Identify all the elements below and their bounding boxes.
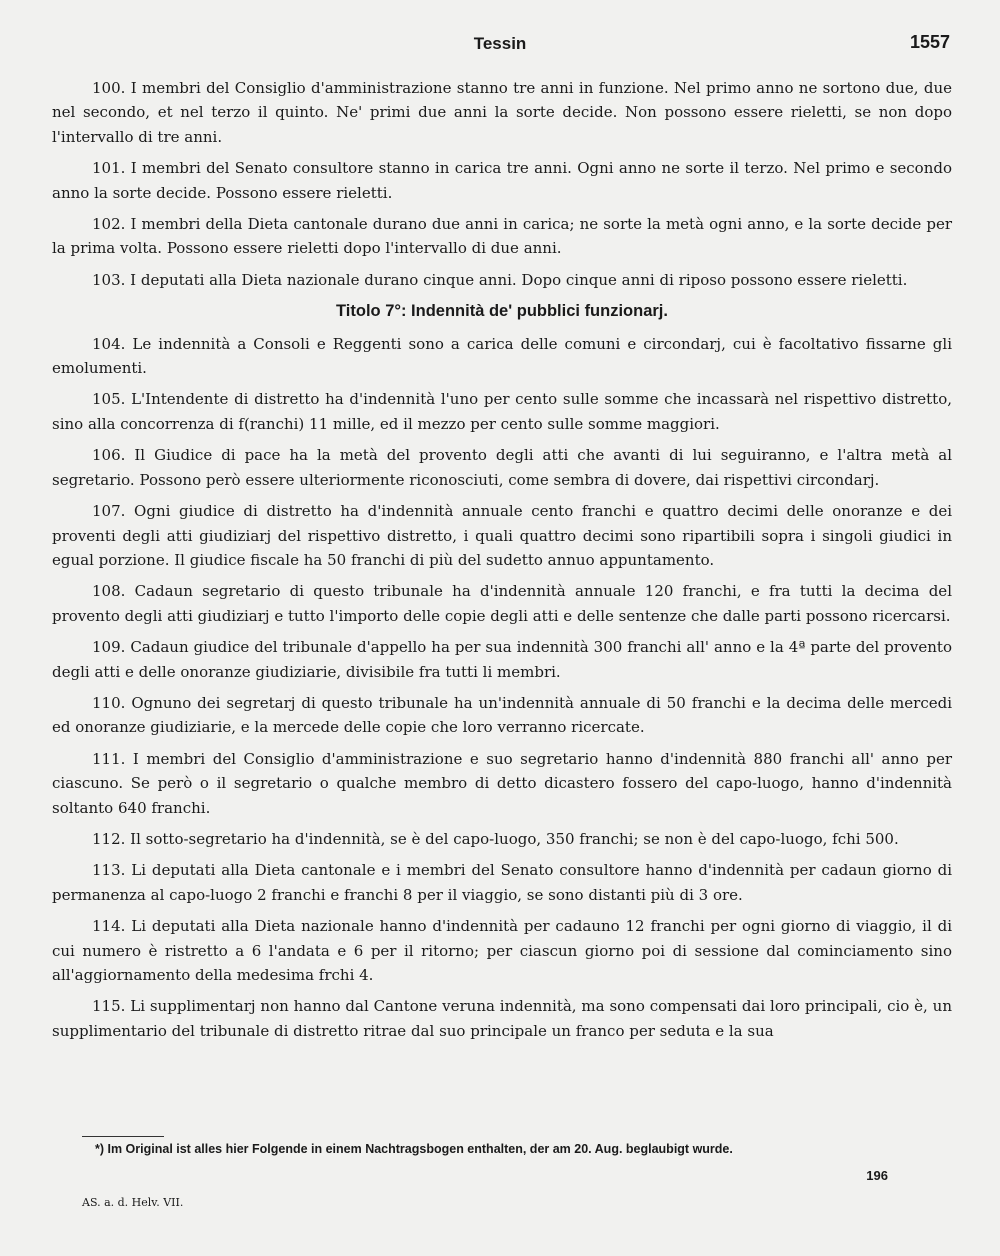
paragraph-112: 112. Il sotto-segretario ha d'indennità, se è del capo-luogo, 350 franchi; se non è del capo-luogo, fchi 500. [92, 829, 899, 848]
footnote-rule [82, 1136, 164, 1137]
body-text [52, 76, 952, 1050]
paragraph-115: 115. Li supplimentarj non hanno dal Cantone veruna indennità, ma sono compensati dai loro principali, cio è, un supplimentario del tribunale di distretto ritrae dal suo principale un franco per seduta e la sua [52, 997, 952, 1040]
page-number: 1557 [909, 32, 950, 52]
running-header-title: Tessin [473, 34, 527, 53]
paragraph-105: 105. L'Intendente di distretto ha d'indennità l'uno per cento sulle somme che incassarà nel rispettivo distretto, sino alla concorrenza di f(ranchi) 11 mille, ed il mezzo per cento sulle somme maggiori. [52, 390, 952, 433]
paragraph-107: 107. Ogni giudice di distretto ha d'indennità annuale cento franchi e quattro decimi delle onoranze e dei proventi degli atti giudiziarj del rispettivo distretto, i quali quattro decimi sono ripartibili sopra i singoli giudici in egual porzione. Il giudice fiscale ha 50 franchi di più del sudetto annuo appuntamento. [52, 502, 952, 569]
paragraph-114: 114. Li deputati alla Dieta nazionale hanno d'indennità per cadauno 12 franchi per ogni giorno di viaggio, il di cui numero è ristretto a 6 l'andata e 6 per il ritorno; per ciascun giorno poi di sessione dal cominciamento sino all'aggiornamento della medesima frchi 4. [52, 917, 952, 984]
signature-number: 196 [866, 1168, 888, 1183]
paragraph-110: 110. Ognuno dei segretarj di questo tribunale ha un'indennità annuale di 50 franchi e la decima delle mercedi ed onoranze giudiziarie, e la mercede delle copie che loro verranno ricercate. [52, 693, 952, 737]
paragraph-113: 113. Li deputati alla Dieta cantonale e i membri del Senato consultore hanno d'indennità per cadaun giorno di permanenza al capo-luogo 2 franchi e franchi 8 per il viaggio, se sono distanti più di 3 ore. [52, 861, 952, 904]
paragraph-103: 103. I deputati alla Dieta nazionale durano cinque anni. Dopo cinque anni di riposo possono essere rieletti. [92, 270, 908, 289]
paragraph-109: 109. Cadaun giudice del tribunale d'appello ha per sua indennità 300 franchi all' anno e la 4ª parte del provento degli atti e delle onoranze giudiziarie, divisibile fra tutti li membri. [52, 638, 952, 681]
footer-source: AS. a. d. Helv. VII. [82, 1196, 184, 1209]
section-title: Titolo 7°: Indennità de' pubblici funzionarj. [336, 302, 668, 321]
paragraph-102: 102. I membri della Dieta cantonale durano due anni in carica; ne sorte la metà ogni anno, e la sorte decide per la prima volta. Possono essere rieletti dopo l'intervallo di due anni. [52, 215, 952, 258]
paragraph-100: 100. I membri del Consiglio d'amministrazione stanno tre anni in funzione. Nel primo anno ne sortono due, due nel secondo, et nel terzo il quinto. Ne' primi due anni la sorte decide. Non possono essere rieletti, se non dopo l'intervallo di tre anni. [52, 79, 952, 146]
paragraph-111: 111. I membri del Consiglio d'amministrazione e suo segretario hanno d'indennità 880 franchi all' anno per ciascuno. Se però o il segretario o qualche membro di detto dicastero fossero del capo-luogo, hanno d'indennità soltanto 640 franchi. [52, 749, 952, 817]
paragraph-104: 104. Le indennità a Consoli e Reggenti sono a carica delle comuni e circondarj, cui è facoltativo fissarne gli emolumenti. [52, 334, 952, 378]
paragraph-106: 106. Il Giudice di pace ha la metà del provento degli atti che avanti di lui seguiranno, e l'altra metà al segretario. Possono però essere ulteriormente riconosciuti, come sembra di dovere, dai rispettivi circondarj. [52, 446, 952, 489]
footnote: *) Im Original ist alles hier Folgende in einem Nachtragsbogen enthalten, der am 20. Aug. beglaubigt wurde. [95, 1142, 733, 1156]
paragraph-101: 101. I membri del Senato consultore stanno in carica tre anni. Ogni anno ne sorte il terzo. Nel primo e secondo anno la sorte decide. Possono essere rieletti. [52, 159, 952, 202]
paragraph-108: 108. Cadaun segretario di questo tribunale ha d'indennità annuale 120 franchi, e fra tutti la decima del provento degli atti giudiziarj e tutto l'importo delle copie degli atti e delle sentenze che dalle parti possono ricercarsi. [52, 582, 952, 625]
